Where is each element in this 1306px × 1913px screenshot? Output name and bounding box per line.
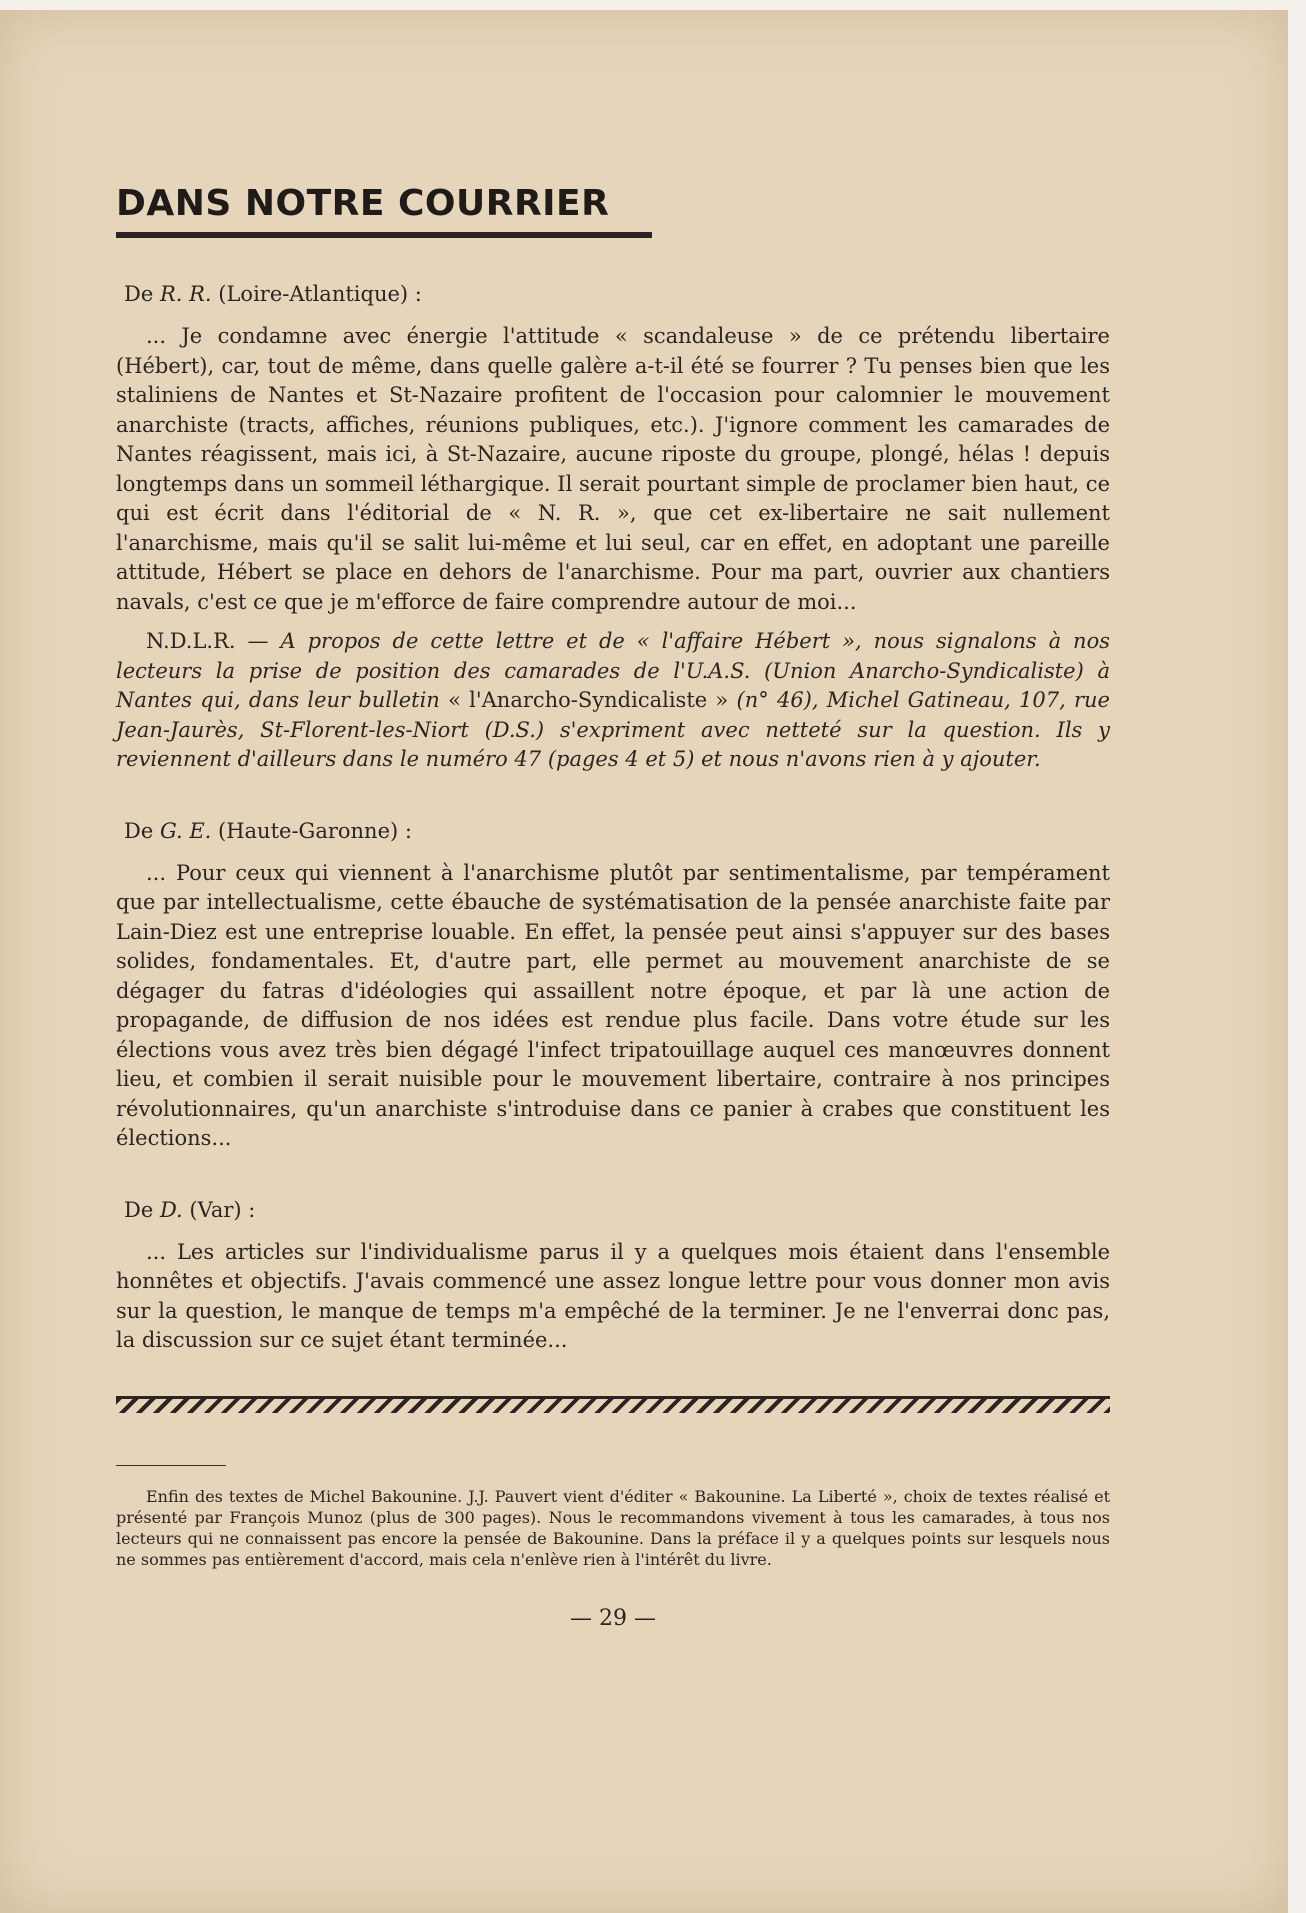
page-number: — 29 — xyxy=(570,1605,656,1631)
letter-1-body: ... Je condamne avec énergie l'attitude « scandaleuse » de ce prétendu libertaire (Hébert), car, tout de même, dans quelle galère a-t-il été se fourrer ? Tu penses bien que les staliniens de Nantes et St-Nazaire profitent de l'occasion pour calomnier le mouvement anarchiste (tracts, affiches, réunions publiques, etc.). J'ignore comment les camarades de Nantes réagissent, mais ici, à St-Nazaire, aucune riposte du groupe, plongé, hélas ! depuis longtemps dans un sommeil léthargique. Il serait pourtant simple de proclamer bien haut, ce qui est écrit dans l'éditorial de « N. R. », que cet ex-libertaire ne sait nullement l'anarchisme, mais qu'il se salit lui-même et lui seul, car en effet, en adoptant une pareille attitude, Hébert se place en dehors de l'anarchisme. Pour ma part, ouvrier aux chantiers navals, c'est ce que je m'efforce de faire comprendre autour de moi... xyxy=(116,324,1110,614)
page-sheet xyxy=(0,10,1288,1913)
letter-2-sender xyxy=(124,817,1110,845)
letter-3-region: (Var) : xyxy=(189,1197,256,1222)
letter-3-initials: D. xyxy=(159,1197,183,1222)
ornamental-divider xyxy=(116,1396,1110,1413)
page-title: DANS NOTRE COURRIER xyxy=(116,183,610,224)
letter-1-region: (Loire-Atlantique) : xyxy=(218,282,422,306)
editor-note xyxy=(116,627,1110,775)
letter-1-from-label: De xyxy=(124,282,154,306)
editor-note-bulletin: « l'Anarcho-Syndicaliste » xyxy=(448,688,729,712)
footnote-rule xyxy=(116,1465,226,1466)
letter-2-region: (Haute-Garonne) : xyxy=(218,818,412,843)
editor-note-label: N.D.L.R. — xyxy=(146,629,269,653)
letter-3-body: ... Les articles sur l'individualisme parus il y a quelques mois étaient dans l'ensemble honnêtes et objectifs. J'avais commencé une assez longue lettre pour vous donner mon avis sur la question, le manque de temps m'a empêché de la terminer. Je ne l'enverrai donc pas, la discussion sur ce sujet étant terminée... xyxy=(116,1239,1110,1352)
letter-1-sender xyxy=(124,280,1110,308)
editor-note-text-2: (n° 46), Michel Gatineau, 107, rue Jean-Jaurès, St-Florent-les-Niort (D.S.) s'expriment avec netteté sur la question. Ils y reviennent d'ailleurs dans le numéro 47 (pages 4 et 5) et nous n'avons rien à y ajouter. xyxy=(116,688,1110,771)
editor-note-text-1: A propos de cette lettre et de « l'affaire Hébert », nous signalons à nos lecteurs la prise de position des camarades de l'U.A.S. (Union Anarcho-Syndicaliste) à Nantes qui, dans leur bulletin xyxy=(116,629,1111,712)
letter-1-initials: R. R. xyxy=(159,282,212,306)
letter-2-from-label: De xyxy=(124,818,154,843)
title-underline xyxy=(116,232,652,238)
letter-2-initials: G. E. xyxy=(159,818,212,843)
page-content xyxy=(116,180,1110,1631)
footnote-text: Enfin des textes de Michel Bakounine. J.J. Pauvert vient d'éditer « Bakounine. La Liberté », choix de textes réalisé et présenté par François Munoz (plus de 300 pages). Nous le recommandons vivement à tous les camarades, à tous nos lecteurs qui ne connaissent pas encore la pensée de Bakounine. Dans la préface il y a quelques points sur lesquels nous ne sommes pas entièrement d'accord, mais cela n'enlève rien à l'intérêt du livre. xyxy=(116,1486,1110,1569)
letter-2-body: ... Pour ceux qui viennent à l'anarchisme plutôt par sentimentalisme, par tempérament que par intellectualisme, cette ébauche de systématisation de la pensée anarchiste faite par Lain-Diez est une entreprise louable. En effet, la pensée peut ainsi s'appuyer sur des bases solides, fondamentales. Et, d'autre part, elle permet au mouvement anarchiste de se dégager du fatras d'idéologies qui assaillent notre époque, et par là une action de propagande, de diffusion de nos idées est rendue plus facile. Dans votre étude sur les élections vous avez très bien dégagé l'infect tripatouillage auquel ces manœuvres donnent lieu, et combien il serait nuisible pour le mouvement libertaire, contraire à nos principes révolutionnaires, qu'un anarchiste s'introduise dans ce panier à crabes que constituent les élections... xyxy=(116,860,1110,1150)
letter-3-sender xyxy=(124,1196,1110,1224)
letter-3-from-label: De xyxy=(124,1197,154,1222)
